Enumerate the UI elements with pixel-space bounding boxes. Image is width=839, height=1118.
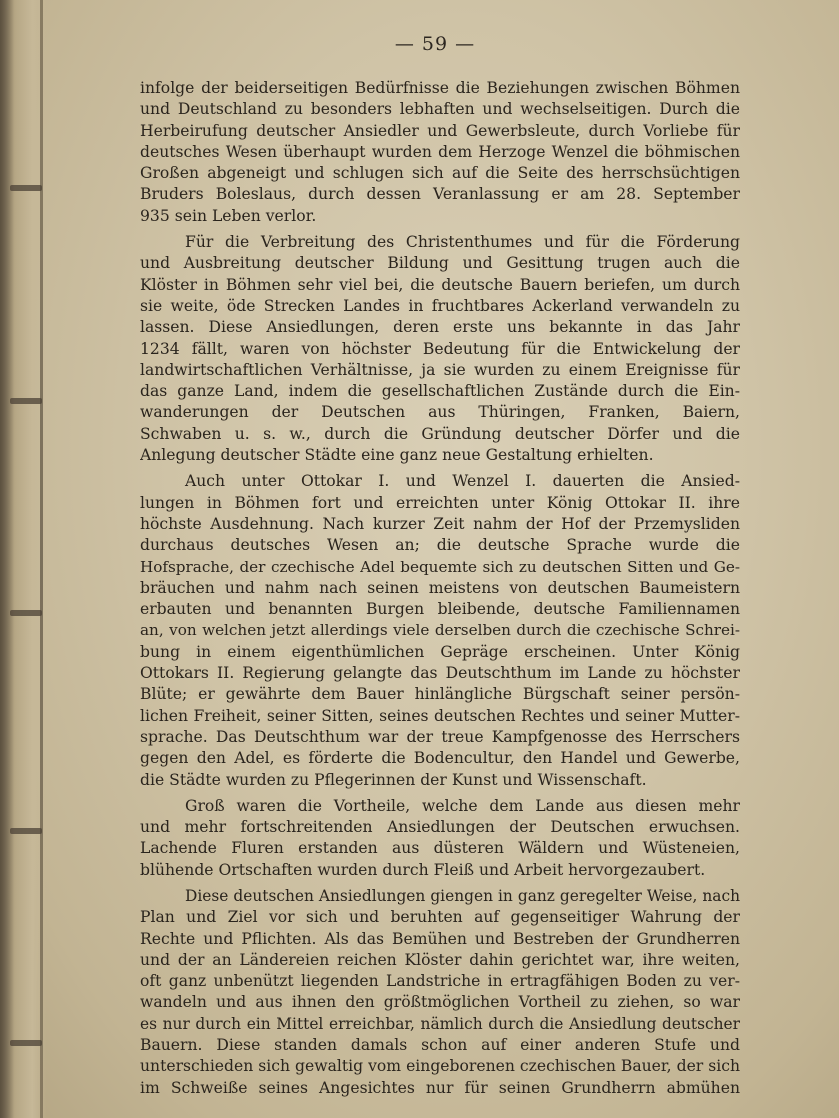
binding-stitch: [10, 828, 42, 834]
text-line: sprache. Das Deutschthum war der treue Kampfgenosse des Herrschers: [140, 727, 740, 746]
text-line: durchaus deutsches Wesen an; die deutsche Sprache wurde die: [140, 536, 740, 555]
text-line: blühende Ortschaften wurden durch Fleiß und Arbeit hervorgezaubert.: [140, 860, 706, 879]
text-line: erbauten und benannten Burgen bleibende, deutsche Familiennamen: [140, 600, 740, 619]
text-line: landwirtschaftlichen Verhältnisse, ja sie wurden zu einem Ereignisse für: [140, 360, 740, 379]
binding-stitch: [10, 1040, 42, 1046]
text-line: Blüte; er gewährte dem Bauer hinlängliche Bürgschaft seiner persön-: [140, 685, 740, 704]
text-line: und Deutschland zu besonders lebhaften und wechselseitigen. Durch die: [140, 100, 740, 119]
spine-line: [40, 0, 43, 1118]
paragraph: [140, 78, 740, 227]
text-line: und der an Ländereien reichen Klöster dahin gerichtet war, ihre weiten,: [140, 950, 740, 969]
edge-shadow: [0, 0, 14, 1118]
text-line: wandeln und aus ihnen den größtmöglichen Vortheil zu ziehen, so war: [140, 993, 740, 1012]
text-line: im Schweiße seines Angesichtes nur für seinen Grundherrn abmühen: [140, 1078, 740, 1097]
text-line: bräuchen und nahm nach seinen meistens von deutschen Baumeistern: [140, 578, 740, 597]
page-number: — 59 —: [394, 33, 476, 55]
body-text: [140, 78, 740, 1104]
text-line: Lachende Fluren erstanden aus düsteren Wäldern und Wüsteneien,: [140, 839, 740, 858]
text-line: und mehr fortschreitenden Ansiedlungen der Deutschen erwuchsen.: [140, 818, 740, 837]
text-line: Hofsprache, der czechische Adel bequemte sich zu deutschen Sitten und Ge-: [140, 557, 740, 576]
text-line: und Ausbreitung deutscher Bildung und Gesittung trugen auch die: [140, 254, 740, 273]
text-line: Rechte und Pflichten. Als das Bemühen und Bestreben der Grundherren: [140, 929, 740, 948]
text-line: wanderungen der Deutschen aus Thüringen, Franken, Baiern,: [140, 403, 740, 422]
text-line: 935 sein Leben verlor.: [140, 206, 317, 225]
text-line: Anlegung deutscher Städte eine ganz neue Gestaltung erhielten.: [140, 446, 654, 465]
text-line: Diese deutschen Ansiedlungen giengen in ganz geregelter Weise, nach: [185, 886, 740, 905]
text-line: oft ganz unbenützt liegenden Landstriche in ertragfähigen Boden zu ver-: [140, 972, 740, 991]
binding-stitch: [10, 610, 42, 616]
paragraph: [140, 232, 740, 466]
text-line: Klöster in Böhmen sehr viel bei, die deutsche Bauern beriefen, um durch: [140, 275, 740, 294]
text-line: bung in einem eigenthümlichen Gepräge erscheinen. Unter König: [140, 642, 740, 661]
text-line: 1234 fällt, waren von höchster Bedeutung für die Entwickelung der: [140, 339, 740, 358]
text-line: infolge der beiderseitigen Bedürfnisse die Beziehungen zwischen Böhmen: [140, 79, 740, 97]
text-line: sie weite, öde Strecken Landes in fruchtbares Ackerland verwandeln zu: [140, 296, 740, 315]
text-line: Für die Verbreitung des Christenthumes und für die Förderung: [185, 233, 740, 252]
text-line: lungen in Böhmen fort und erreichten unter König Ottokar II. ihre: [140, 493, 740, 512]
paragraph: [140, 471, 740, 790]
text-line: Bruders Boleslaus, durch dessen Veranlassung er am 28. September: [140, 185, 740, 204]
text-line: die Städte wurden zu Pflegerinnen der Kunst und Wissenschaft.: [140, 770, 647, 789]
text-line: lassen. Diese Ansiedlungen, deren erste uns bekannte in das Jahr: [140, 318, 740, 337]
text-line: Ottokars II. Regierung gelangte das Deutschthum im Lande zu höchster: [140, 664, 740, 683]
text-line: es nur durch ein Mittel erreichbar, nämlich durch die Ansiedlung deutscher: [140, 1014, 740, 1033]
text-line: Herbeirufung deutscher Ansiedler und Gewerbsleute, durch Vorliebe für: [140, 121, 740, 140]
paragraph: [140, 886, 740, 1099]
text-line: Plan und Ziel vor sich und beruhten auf gegenseitiger Wahrung der: [140, 908, 740, 927]
text-line: deutsches Wesen überhaupt wurden dem Herzoge Wenzel die böhmischen: [140, 142, 740, 161]
text-line: Bauern. Diese standen damals schon auf einer anderen Stufe und: [140, 1036, 740, 1055]
text-line: unterschieden sich gewaltig vom eingeborenen czechischen Bauer, der sich: [140, 1057, 740, 1076]
text-line: Groß waren die Vortheile, welche dem Lande aus diesen mehr: [185, 796, 740, 815]
paragraph: [140, 796, 740, 881]
text-line: Schwaben u. s. w., durch die Gründung deutscher Dörfer und die: [140, 424, 740, 443]
text-line: das ganze Land, indem die gesellschaftlichen Zustände durch die Ein-: [140, 382, 740, 401]
text-line: Auch unter Ottokar I. und Wenzel I. dauerten die Ansied-: [185, 472, 740, 491]
text-line: Großen abgeneigt und schlugen sich auf die Seite des herrschsüchtigen: [140, 164, 740, 183]
text-line: lichen Freiheit, seiner Sitten, seines deutschen Rechtes und seiner Mutter-: [140, 706, 740, 725]
text-line: gegen den Adel, es förderte die Bodencultur, den Handel und Gewerbe,: [140, 749, 740, 768]
text-line: höchste Ausdehnung. Nach kurzer Zeit nahm der Hof der Przemysliden: [140, 514, 740, 533]
binding-stitch: [10, 185, 42, 191]
binding-stitch: [10, 398, 42, 404]
text-line: an, von welchen jetzt allerdings viele derselben durch die czechische Schrei-: [140, 621, 740, 640]
